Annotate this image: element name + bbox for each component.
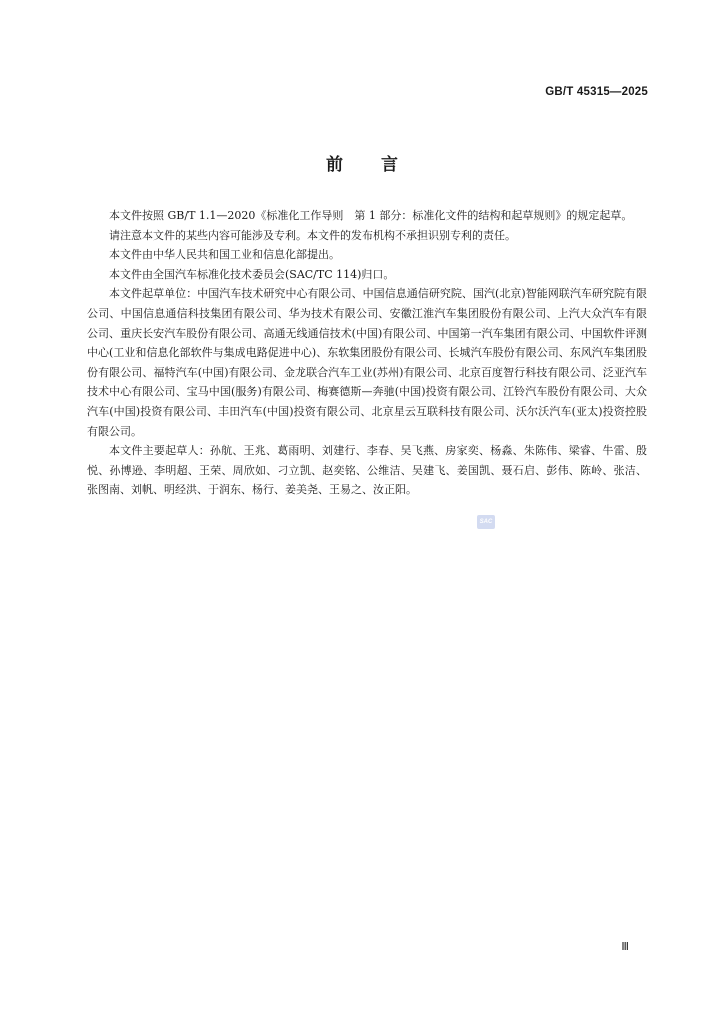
- paragraph-drafting-units: 本文件起草单位：中国汽车技术研究中心有限公司、中国信息通信研究院、国汽(北京)智能网联汽车研究院有限公司、中国信息通信科技集团有限公司、华为技术有限公司、安徽江淮汽车集团股份有限公司、上汽大众汽车有限公司、重庆长安汽车股份有限公司、高通无线通信技术(中国)有限公司、中国第一汽车集团有限公司、中国软件评测中心(工业和信息化部软件与集成电路促进中心)、东软集团股份有限公司、长城汽车股份有限公司、东风汽车集团股份有限公司、福特汽车(中国)有限公司、金龙联合汽车工业(苏州)有限公司、北京百度智行科技有限公司、泛亚汽车技术中心有限公司、宝马中国(服务)有限公司、梅赛德斯—奔驰(中国)投资有限公司、江铃汽车股份有限公司、大众汽车(中国)投资有限公司、丰田汽车(中国)投资有限公司、北京星云互联科技有限公司、沃尔沃汽车(亚太)投资控股有限公司。: [87, 287, 647, 438]
- paragraph-patent-notice: 请注意本文件的某些内容可能涉及专利。本文件的发布机构不承担识别专利的责任。: [109, 228, 516, 242]
- paragraph-centralized-management: 本文件由全国汽车标准化技术委员会(SAC/TC 114)归口。: [109, 267, 395, 281]
- paragraph-main-drafters: 本文件主要起草人：孙航、王兆、葛雨明、刘建行、李春、吴飞燕、房家奕、杨淼、朱陈伟、梁睿、牛雷、殷悦、孙博逊、李明超、王荣、周欣如、刁立凯、赵奕铭、公维洁、吴建飞、姜国凯、聂石启、彭伟、陈岭、张洁、张图南、刘帆、明经洪、于润东、杨行、姜美尧、王易之、汝正阳。: [87, 444, 647, 497]
- foreword-body: [87, 206, 647, 500]
- sac-watermark-logo: SAC: [477, 515, 495, 529]
- paragraph-proposer: 本文件由中华人民共和国工业和信息化部提出。: [109, 248, 340, 262]
- standard-code: GB/T 45315—2025: [545, 86, 648, 98]
- page-title: 前言: [326, 155, 436, 175]
- page-number: Ⅲ: [621, 941, 629, 953]
- paragraph-drafting-rules: 本文件按照 GB/T 1.1—2020《标准化工作导则 第 1 部分：标准化文件的结构和起草规则》的规定起草。: [109, 209, 633, 222]
